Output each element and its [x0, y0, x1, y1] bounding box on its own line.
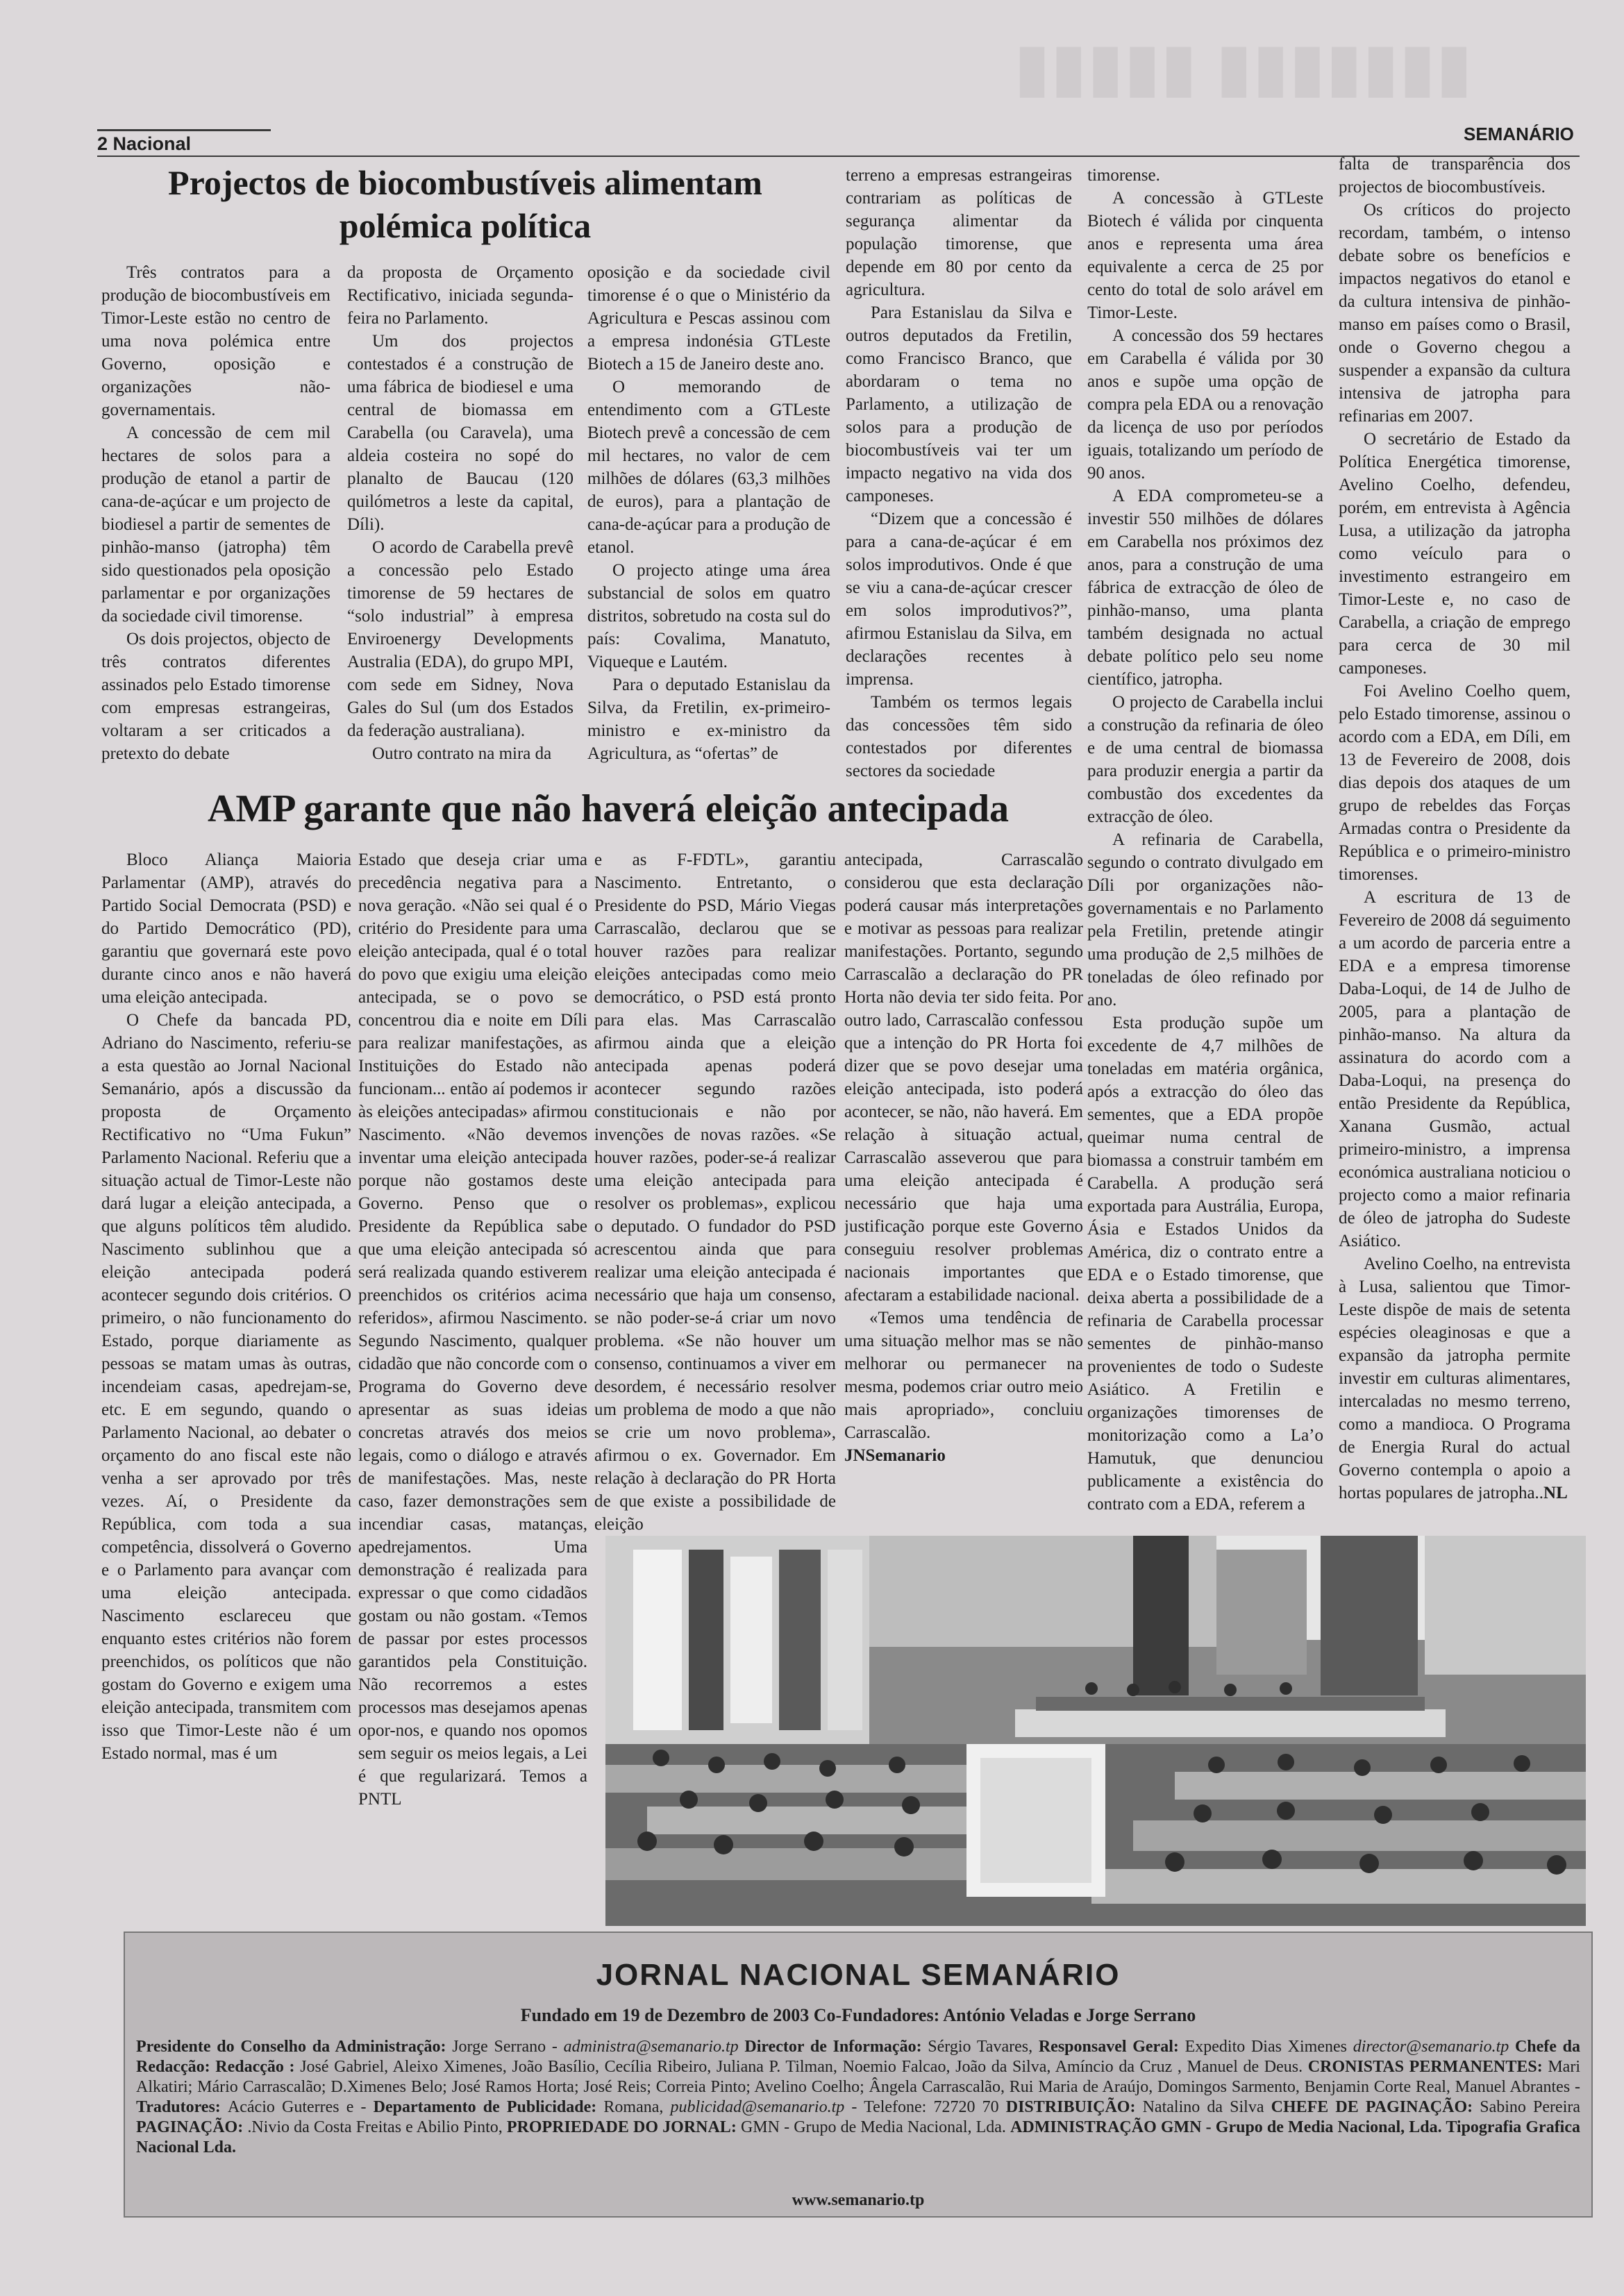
- staff-names: - Telefone: 72720 70: [851, 2098, 1006, 2116]
- staff-role-label: CHEFE DE PAGINAÇÃO:: [1271, 2098, 1480, 2116]
- staff-role-label: PAGINAÇÃO:: [136, 2118, 248, 2136]
- signoff-line: [844, 1444, 1083, 1467]
- staff-names: José Gabriel, Aleixo Ximenes, João Basílio, Cecília Ribeiro, Juliana P. Tilman, Noemio Falcao, João da Silva, Amíncio da Cruz , Manuel de Deus.: [300, 2058, 1308, 2076]
- paragraph: e as F-FDTL», garantiu Nascimento. Entretanto, o Presidente do PSD, Mário Viegas Carrascalão, declarou que se houver razões para realizar eleições antecipadas como meio democrático, o PSD está pronto para elas. Mas Carrascalão afirmou ainda que a eleição antecipada apenas poderá acontecer segundo razões constitucionais e não por invenções de novas razões. «Se houver razões, poder-se-á realizar uma eleição antecipada para resolver os problemas», explicou o deputado. O fundador do PSD acrescentou ainda que para realizar uma eleição antecipada é necessário que haja um consenso, se não poder-se-á criar um novo problema. «Se não houver um consenso, continuamos a viver em desordem, é necessário resolver um problema de modo a que não se crie um novo problema», afirmou o ex. Governador. Em relação à declaração do PR Horta de que existe a possibilidade de eleição: [594, 850, 836, 1534]
- paragraph: Para o deputado Estanislau da Silva, da Fretilin, ex-primeiro-ministro e ex-ministro da Agricultura, as “ofertas” de: [587, 676, 830, 763]
- masthead-founders: Fundado em 19 de Dezembro de 2003 Co-Fundadores: António Veladas e Jorge Serrano: [520, 2005, 1196, 2025]
- staff-names: Natalino da Silva: [1142, 2098, 1271, 2116]
- paragraph: O Chefe da bancada PD, Adriano do Nascimento, referiu-se a esta questão ao Jornal Nacional Semanário, após a discussão da proposta de Orçamento Rectificativo no “Uma Fukun” Parlamento Nacional. Referiu que a situação actual de Timor-Leste não dará lugar a eleição antecipada, a que alguns políticos têm aludido. Nascimento sublinhou que a eleição antecipada poderá acontecer segundo dois critérios. O primeiro, o não funcionamento do Estado, porque diariamente as pessoas se matam umas às outras, incendeiam casas, apedrejam-se, etc. E em segundo, quando o Parlamento Nacional, ao debater o orçamento do ano fiscal este não venha a ser aprovado por três vezes. Aí, o Presidente da República, com toda a sua competência, dissolverá o Governo e o Parlamento para avançar com uma eleição antecipada. Nascimento esclareceu que enquanto estes critérios não forem preenchidos, os políticos que não gostam do Governo e exigem uma eleição antecipada, transmitem com isso que Timor-Leste não é um Estado normal, mas é um: [101, 1011, 351, 1763]
- paragraph: timorense.: [1087, 166, 1160, 185]
- staff-role-label: Tradutores:: [136, 2098, 228, 2116]
- paragraph: Para Estanislau da Silva e outros deputados da Fretilin, como Francisco Branco, que abordaram o tema no Parlamento, a utilização de solos para a produção de biocombustíveis vai ter um impacto negativo na vida dos camponeses.: [846, 303, 1072, 505]
- staff-names: Expedito Dias Ximenes: [1184, 2038, 1353, 2056]
- staff-names: Romana,: [603, 2098, 671, 2116]
- article-column-4: [846, 164, 1072, 793]
- staff-email: director@semanario.tp: [1353, 2038, 1515, 2056]
- article-column-3: [587, 261, 830, 793]
- paragraph: Os críticos do projecto recordam, também, o intenso debate sobre os benefícios e impactos negativos do etanol e da cultura intensiva de pinhão-manso em países como o Brasil, onde o Governo chegou a suspender a expansão da cultura intensiva de jatropha para refinarias em 2007.: [1339, 201, 1571, 426]
- page-number-label: 2 Nacional: [97, 133, 192, 154]
- paragraph: Um dos projectos contestados é a construção de uma fábrica de biodiesel e uma central de biomassa em Carabella (ou Caravela), uma aldeia costeira no sopé do planalto de Baucau (120 quilómetros a leste da capital, Díli).: [347, 332, 574, 534]
- staff-role-label: ADMINISTRAÇÃO GMN - Grupo de Media Nacional, Lda. Tipografia Grafica Nacional Lda.: [136, 2118, 1581, 2156]
- article-headline: [104, 161, 826, 247]
- amp-column-4: [844, 848, 1083, 1536]
- staff-names: Sérgio Tavares,: [928, 2038, 1039, 2056]
- paragraph: falta de transparência dos projectos de biocombustíveis.: [1339, 155, 1571, 196]
- amp-column-1: [101, 848, 351, 1941]
- paragraph: antecipada, Carrascalão considerou que esta declaração poderá causar más interpretações e motivar as pessoas para realizar manifestações. Portanto, segundo Carrascalão a declaração do PR Horta não devia ter sido feita. Por outro lado, Carrascalão confessou que a intenção do PR Horta foi dizer que se povo desejar uma eleição antecipada, isto poderá acontecer, se não, não haverá. Em relação à situação actual, Carrascalão asseverou que para uma eleição antecipada é necessário que haja uma justificação porque este Governo conseguiu resolver problemas nacionais importantes que afectaram a estabilidade nacional.: [844, 850, 1083, 1305]
- amp-column-3: [594, 848, 836, 1536]
- paragraph: O memorando de entendimento com a GTLeste Biotech prevê a concessão de cem mil hectares, no valor de cem milhões de dólares (63,3 milhões de euros), para a plantação de cana-de-açúcar para a produção de etanol.: [587, 378, 830, 557]
- article-column-2: [347, 261, 574, 793]
- paragraph: Também os termos legais das concessões têm sido contestados por diferentes sectores da sociedade: [846, 693, 1072, 780]
- article-column-1: [101, 261, 330, 793]
- staff-role-label: Presidente do Conselho da Administração:: [136, 2038, 453, 2056]
- staff-role-label: DISTRIBUIÇÃO:: [1005, 2098, 1143, 2116]
- staff-role-label: PROPRIEDADE DO JORNAL:: [506, 2118, 741, 2136]
- paragraph: terreno a empresas estrangeiras contrariam as políticas de segurança alimentar da população timorense, que depende em 80 por cento da agricultura.: [846, 166, 1072, 299]
- bleed-through-text: ▮▮▮▮▮▮▮ ▮▮▮▮▮: [1014, 30, 1473, 104]
- paragraph: da proposta de Orçamento Rectificativo, iniciada segunda-feira no Parlamento.: [347, 263, 574, 328]
- paragraph: A escritura de 13 de Fevereiro de 2008 dá seguimento a um acordo de parceria entre a EDA e a empresa timorense Daba-Loqui, de 14 de Julho de 2005, para a plantação de pinhão-manso. Na altura da assinatura do acordo com a Daba-Loqui, na presença do então Presidente da República, Xanana Gusmão, actual primeiro-ministro, a imprensa económica australiana noticiou o projecto como a maior refinaria de óleo de jatropha do Sudeste Asiático.: [1339, 888, 1571, 1250]
- paragraph: A EDA comprometeu-se a investir 550 milhões de dólares em Carabella nos próximos dez anos, para a construção de uma fábrica de extracção de óleo de pinhão-manso, uma planta também designada no actual debate político pelo seu nome científico, jatropha.: [1087, 487, 1323, 689]
- staff-names: GMN - Grupo de Media Nacional, Lda.: [740, 2118, 1011, 2136]
- staff-names: Mari Alkatiri; Mário Carrascalão; D.Ximenes Belo; José Ramos Horta; José Reis; Correia Pinto; Avelino Coelho; Ângela Carrascalão, Rui Maria de Araújo, Domingos Sarmento, Benjamin Corte Real, Manuel Abrantes -: [136, 2058, 1580, 2096]
- masthead-website: www.semanario.tp: [792, 2191, 925, 2209]
- parliament-photo: [605, 1536, 1586, 1926]
- paragraph: A concessão de cem mil hectares de solos para a produção de etanol a partir de cana-de-açúcar e um projecto de biodiesel a partir de sementes de pinhão-manso (jatropha) têm sido questionados pela oposição parlamentar e por organizações da sociedade civil timorense.: [101, 424, 330, 626]
- folio-rule-short: [97, 129, 271, 131]
- paragraph: Foi Avelino Coelho quem, pelo Estado timorense, assinou o acordo com a EDA, em Díli, em 13 de Fevereiro de 2008, dois dias depois dos ataques de um grupo de rebeldes das Forças Armadas contra o Presidente da República e o primeiro-ministro timorenses.: [1339, 682, 1571, 884]
- staff-role-label: Chefe da Redacção: Redacção :: [136, 2038, 1581, 2076]
- paragraph: “Dizem que a concessão é para a cana-de-açúcar é em solos improdutivos. Onde é que se viu a cana-de-açúcar crescer em solos improdutivos?”, afirmou Estanislau da Silva, em declarações recentes à imprensa.: [846, 510, 1072, 689]
- staff-names: Sabino Pereira: [1480, 2098, 1581, 2116]
- paragraph: O acordo de Carabella prevê a concessão pelo Estado timorense de 59 hectares de “solo industrial” à empresa Enviroenergy Developments Australia (EDA), do grupo MPI, com sede em Sidney, Nova Gales do Sul (um dos Estados da federação australiana).: [347, 538, 574, 740]
- staff-names: .Nivio da Costa Freitas e Abilio Pinto,: [247, 2118, 507, 2136]
- article-headline-amp: AMP garante que não haverá eleição antecipada: [207, 787, 1010, 830]
- paragraph: Avelino Coelho, na entrevista à Lusa, salientou que Timor-Leste dispõe de mais de setenta espécies oleaginosas e que a expansão da jatropha permite investir em culturas alimentares, intercaladas no mesmo terreno, como a mandioca. O Programa de Energia Rural do actual Governo contempla o apoio a hortas populares de jatropha..NL: [1339, 1255, 1571, 1502]
- parliament-photo-image: [605, 1536, 1586, 1926]
- paragraph: O projecto de Carabella inclui a construção da refinaria de óleo e de uma central de biomassa para produzir energia a partir da combustão dos excedentes da extracção de óleo.: [1087, 693, 1323, 826]
- paragraph: oposição e da sociedade civil timorense é o que o Ministério da Agricultura e Pescas assinou com a empresa indonésia GTLeste Biotech a 15 de Janeiro deste ano.: [587, 263, 830, 374]
- paper-name-label: SEMANÁRIO: [1464, 124, 1574, 144]
- article-column-5: [1087, 164, 1323, 1537]
- staff-names: Jorge Serrano -: [452, 2038, 564, 2056]
- masthead-staff-list: [136, 2037, 1580, 2158]
- article-column-6: [1339, 153, 1571, 1527]
- paragraph: A concessão dos 59 hectares em Carabella é válida por 30 anos e supõe uma opção de compra pela EDA ou a renovação da licença de uso por períodos iguais, totalizando um período de 90 anos.: [1087, 326, 1323, 483]
- paragraph: Os dois projectos, objecto de três contratos diferentes assinados pelo Estado timorense com empresas estrangeiras, voltaram a ser criticados a pretexto do debate: [101, 630, 330, 763]
- staff-email: publicidad@semanario.tp: [670, 2098, 852, 2116]
- paragraph: A concessão à GTLeste Biotech é válida por cinquenta anos e representa uma área equivalente a cerca de 25 por cento do total de solo arável em Timor-Leste.: [1087, 189, 1323, 322]
- staff-email: administra@semanario.tp: [563, 2038, 745, 2056]
- masthead-box: [124, 1932, 1593, 2218]
- headline-line-1: Projectos de biocombustíveis alimentam: [168, 163, 762, 202]
- amp-column-2: [358, 848, 587, 1941]
- paragraph: A refinaria de Carabella, segundo o contrato divulgado em Díli por organizações não-governamentais e no Parlamento pela Fretilin, pretende atingir uma produção de 2,5 milhões de toneladas de óleo refinado por ano.: [1087, 830, 1323, 1009]
- paragraph: Estado que deseja criar uma precedência negativa para a nova geração. «Não sei qual é o critério do Presidente para uma eleição antecipada, qual é o total do povo que exigiu uma eleição antecipada, se o povo se concentrou dia e noite em Díli para realizar manifestações, as Instituições do Estado não funcionam... então aí podemos ir às eleições antecipadas» afirmou Nascimento. «Não devemos inventar uma eleição antecipada porque não gostamos deste Governo. Penso que o Presidente da República sabe que uma eleição antecipada só será realizada quando estiverem preenchidos os critérios acima referidos», afirmou Nascimento. Segundo Nascimento, qualquer cidadão que não concorde com o Programa do Governo deve apresentar as suas ideias concretas através dos meios legais, como o diálogo e através de manifestações. Mas, neste caso, fazer demonstrações sem incendiar casas, matanças, apedrejamentos. Uma demonstração é realizada para expressar o que como cidadãos gostam ou não gostam. «Temos de passar por estes processos garantidos pela Constituição. Não recorremos a estes processos mas desejamos apenas opor-nos, e quando nos opomos sem seguir os meios legais, a Lei é que regularizará. Temos a PNTL: [358, 850, 587, 1809]
- headline-line-2: polémica política: [339, 206, 592, 245]
- staff-role-label: CRONISTAS PERMANENTES:: [1307, 2058, 1548, 2076]
- paragraph: Bloco Aliança Maioria Parlamentar (AMP), através do Partido Social Democrata (PSD) e do Partido Democrático (PD), garantiu que governará este povo durante cinco anos e não haverá uma eleição antecipada.: [101, 850, 351, 1007]
- masthead-title: JORNAL NACIONAL SEMANÁRIO: [596, 1958, 1121, 1992]
- article-signoff: NL: [1543, 1484, 1568, 1502]
- staff-names: Acácio Guterres e -: [227, 2098, 374, 2116]
- staff-role-label: Departamento de Publicidade:: [373, 2098, 604, 2116]
- staff-role-label: Responsavel Geral:: [1038, 2038, 1185, 2056]
- article-signoff: JNSemanario: [844, 1446, 946, 1465]
- paragraph: Outro contrato na mira da: [372, 744, 552, 763]
- staff-role-label: Director de Informação:: [744, 2038, 928, 2056]
- paragraph: O projecto atinge uma área substancial de solos em quatro distritos, sobretudo na costa sul do país: Covalima, Manatuto, Viqueque e Lautém.: [587, 561, 830, 671]
- paragraph: O secretário de Estado da Política Energética timorense, Avelino Coelho, defendeu, porém, em entrevista à Agência Lusa, a utilização da jatropha como veículo para o investimento estrangeiro em Timor-Leste e, no caso de Carabella, a criação de emprego para cerca de 30 mil camponeses.: [1339, 430, 1571, 678]
- paragraph: Esta produção supõe um excedente de 4,7 milhões de toneladas em matéria orgânica, após a extracção do óleo das sementes, que a EDA propõe queimar numa central de biomassa a construir também em Carabella. A produção será exportada para Austrália, Europa, Ásia e Estados Unidos da América, diz o contrato entre a EDA e o Estado timorense, que deixa aberta a possibilidade de a refinaria de Carabella processar sementes de pinhão-manso provenientes de todo o Sudeste Asiático. A Fretilin e organizações timorenses de monitorização como a La’o Hamutuk, que denunciou publicamente a existência do contrato com a EDA, referem a: [1087, 1014, 1323, 1514]
- paragraph: «Temos uma tendência de uma situação melhor mas se não melhorar ou permanecer na mesma, podemos criar outro meio mais apropriado», concluiu Carrascalão.: [844, 1309, 1083, 1442]
- paragraph: Três contratos para a produção de biocombustíveis em Timor-Leste estão no centro de uma nova polémica entre Governo, oposição e organizações não-governamentais.: [101, 263, 330, 419]
